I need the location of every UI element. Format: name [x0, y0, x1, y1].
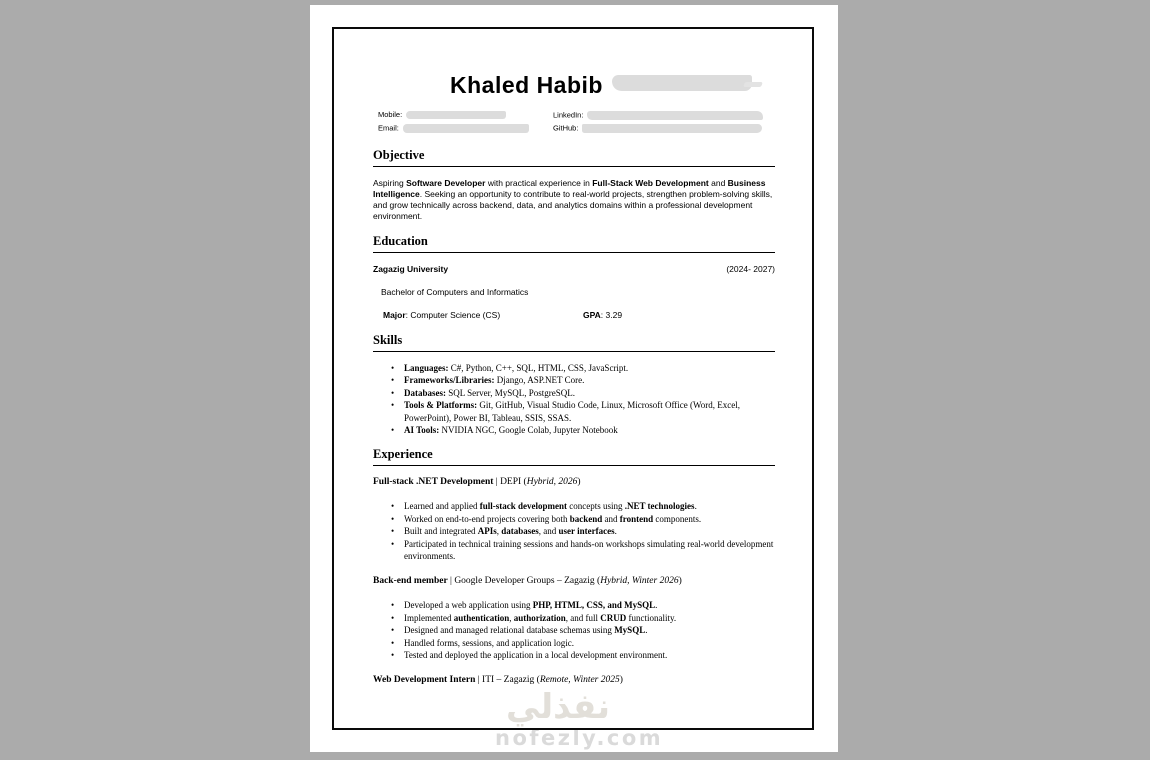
job-bullet: • Worked on end-to-end projects covering both backend and frontend components. [404, 513, 775, 525]
education-dates: (2024- 2027) [726, 264, 775, 274]
job-title-gdg: Back-end member | Google Developer Groups – Zagazig (Hybrid, Winter 2026) [373, 576, 682, 587]
job-bullet: • Designed and managed relational database schemas using MySQL. [404, 624, 775, 636]
redacted-linkedin-blob [587, 111, 763, 120]
job-title-iti: Web Development Intern | ITI – Zagazig (Remote, Winter 2025) [373, 674, 623, 685]
header-name-row [450, 73, 775, 97]
watermark-site-text: nofezly.com [495, 726, 664, 750]
watermark-arabic-logo: نفذلي [506, 687, 611, 727]
job-bullets-depi [373, 500, 775, 562]
github-label: GitHub: [553, 123, 579, 133]
section-heading-skills: Skills [373, 333, 775, 352]
contact-linkedin [553, 111, 780, 120]
mobile-label: Mobile: [378, 110, 403, 119]
job-bullet: • Built and integrated APIs, databases, and user interfaces. [404, 525, 775, 537]
redacted-email-blob [403, 124, 529, 133]
job-bullet: • Handled forms, sessions, and application logic. [404, 637, 775, 649]
education-gpa: GPA: 3.29 [583, 310, 623, 320]
job-title-depi: Full-stack .NET Development | DEPI (Hybrid, 2026) [373, 477, 581, 488]
objective-paragraph: Aspiring Software Developer with practical experience in Full-Stack Web Development and Business Intelligence. Seeking an opportunity to contribute to real-world projects, strengthen problem-solving skills, and grow technically across backend, data, and analytics domains within a professional development environment. [373, 178, 773, 221]
section-heading-objective: Objective [373, 148, 775, 167]
university-name: Zagazig University [373, 264, 449, 274]
skill-item-databases: • Databases: SQL Server, MySQL, PostgreSQL. [404, 387, 775, 399]
redacted-name-blob [612, 75, 752, 91]
job-bullet: • Participated in technical training sessions and hands-on workshops simulating real-world development environments. [404, 538, 775, 563]
job-bullet: • Implemented authentication, authorization, and full CRUD functionality. [404, 612, 775, 624]
linkedin-label: LinkedIn: [553, 110, 584, 120]
job-bullet: • Learned and applied full-stack development concepts using .NET technologies. [404, 500, 775, 512]
section-heading-experience: Experience [373, 447, 775, 466]
resume-page [310, 5, 838, 752]
redacted-github-blob [582, 124, 762, 133]
job-bullet: • Developed a web application using PHP, HTML, CSS, and MySQL. [404, 599, 775, 611]
education-entry-header [373, 264, 775, 274]
skill-item-ai-tools: • AI Tools: NVIDIA NGC, Google Colab, Jupyter Notebook [404, 424, 775, 436]
section-heading-education: Education [373, 234, 775, 253]
contact-mobile [378, 111, 553, 120]
redacted-mobile-blob [406, 111, 506, 119]
skill-item-languages: • Languages: C#, Python, C++, SQL, HTML, CSS, JavaScript. [404, 362, 775, 374]
contact-email [378, 124, 553, 133]
contact-block [378, 111, 775, 133]
education-major: Major: Computer Science (CS) [383, 310, 501, 320]
job-bullets-gdg [373, 599, 775, 661]
skills-list [373, 362, 775, 436]
education-major-gpa-row [383, 310, 775, 320]
skill-item-frameworks: • Frameworks/Libraries: Django, ASP.NET Core. [404, 374, 775, 386]
resume-content [373, 5, 775, 686]
contact-github [553, 124, 780, 133]
email-label: Email: [378, 123, 399, 133]
job-bullet: • Tested and deployed the application in a local development environment. [404, 649, 775, 661]
skill-item-tools-platforms: • Tools & Platforms: Git, GitHub, Visual Studio Code, Linux, Microsoft Office (Word, Excel, PowerPoint), Power BI, Tableau, SSIS, SSAS. [404, 399, 775, 424]
education-degree: Bachelor of Computers and Informatics [381, 287, 529, 297]
candidate-name: Khaled Habib [450, 71, 603, 98]
